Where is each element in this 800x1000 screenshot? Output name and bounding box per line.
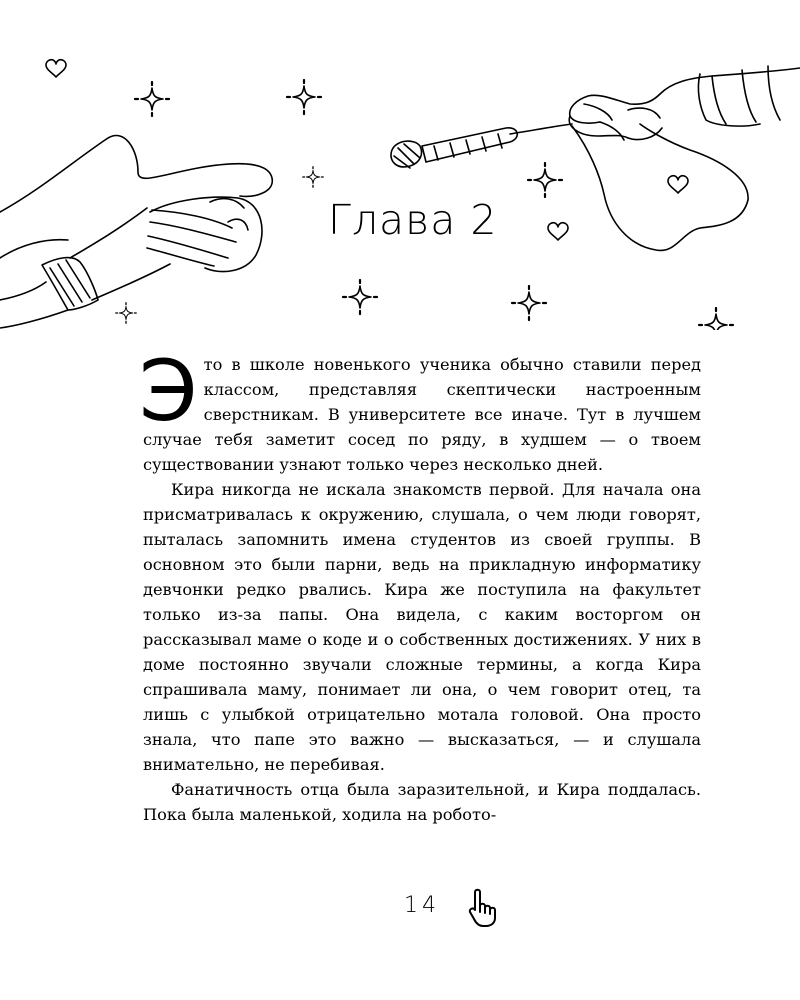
chapter-title: Глава 2 [328, 196, 498, 244]
heart-icon [548, 223, 568, 240]
heart-icon [46, 60, 66, 77]
hand-with-mouse-illustration [0, 136, 272, 328]
heart-icon [668, 176, 688, 193]
sparkle-icon [116, 303, 136, 323]
paragraph-2: Кира никогда не искала знакомств первой. Для начала она присматривалась к окружению, слушала, о чем люди говорят, пыталась запомнить имена студентов из своей группы. В основном это были парни, ведь на прикладную информатику девчонки редко рвались. Кира же поступила на факультет только из-за папы. Она видела, с каким восторгом он рассказывал маме о коде и о собственных достижениях. У них в доме постоянно звучали сложные термины, а когда Кира спрашивала маму, понимает ли она, о чем говорит отец, та лишь с улыбкой отрицательно мотала головой. Она просто знала, что папе это важно — высказаться, — и слушала внимательно, не перебивая. [143, 480, 701, 774]
chapter-header-illustration [0, 0, 800, 330]
body-text [139, 342, 701, 827]
sparkle-icon [287, 80, 321, 114]
drop-cap: Э [139, 342, 198, 440]
sparkle-icon [699, 308, 733, 330]
sparkle-icon [303, 167, 323, 187]
paragraph-1-text: то в школе новенького ученика обычно ставили перед классом, представляя скептически настроенным сверстникам. В университете все иначе. Тут в лучшем случае тебя заметит сосед по ряду, в худшем — о твоем существовании узнают только через несколько дней. [143, 355, 701, 474]
pointer-hand-icon [465, 886, 509, 930]
paragraph-3: Фанатичность отца была заразительной, и Кира поддалась. Пока была маленькой, ходила на робото- [143, 780, 701, 824]
sparkle-icon [135, 82, 169, 116]
sparkle-icon [343, 280, 377, 314]
sparkle-icon [528, 163, 562, 197]
page-number: 14 [404, 893, 440, 918]
paragraph-1 [139, 342, 701, 477]
sparkle-icon [512, 286, 546, 320]
